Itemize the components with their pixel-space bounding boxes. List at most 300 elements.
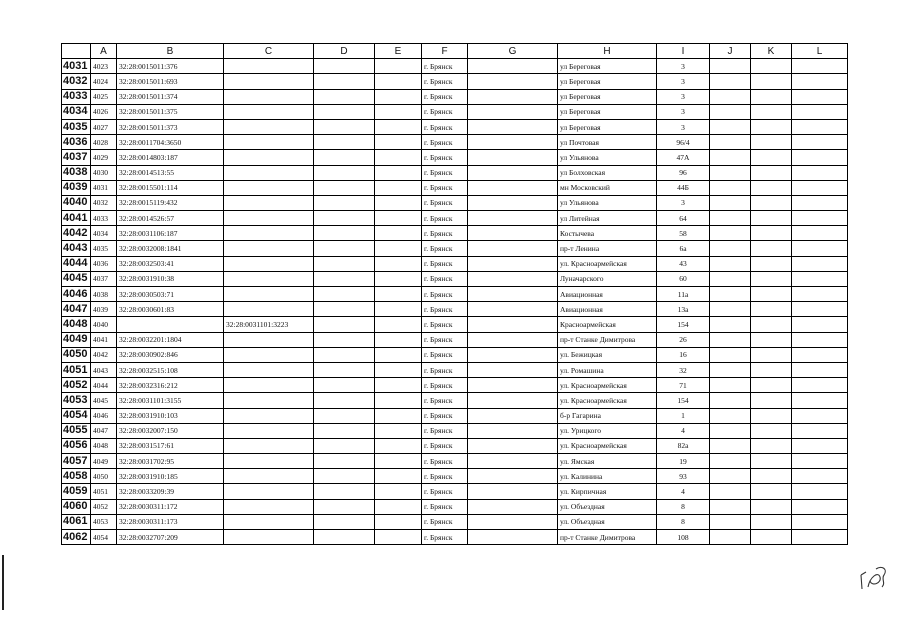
cell-e[interactable]	[375, 530, 422, 545]
cell-c-cadastral-number[interactable]	[224, 438, 314, 453]
cell-c-cadastral-number[interactable]	[224, 514, 314, 529]
cell-j[interactable]	[710, 150, 751, 165]
cell-l[interactable]	[792, 393, 848, 408]
cell-l[interactable]	[792, 59, 848, 74]
cell-j[interactable]	[710, 104, 751, 119]
corner-header[interactable]	[62, 44, 91, 59]
cell-c-cadastral-number[interactable]	[224, 135, 314, 150]
column-header-j[interactable]: J	[710, 44, 751, 59]
cell-e[interactable]	[375, 302, 422, 317]
cell-k[interactable]	[751, 317, 792, 332]
cell-f-city[interactable]: г. Брянск	[422, 332, 468, 347]
cell-j[interactable]	[710, 469, 751, 484]
cell-c-cadastral-number[interactable]	[224, 423, 314, 438]
cell-g[interactable]	[468, 135, 558, 150]
cell-k[interactable]	[751, 89, 792, 104]
cell-l[interactable]	[792, 180, 848, 195]
cell-h-street[interactable]: мн Московский	[558, 180, 657, 195]
cell-b-cadastral-number[interactable]: 32:28:0032008:1841	[117, 241, 224, 256]
cell-b-cadastral-number[interactable]: 32:28:0014803:187	[117, 150, 224, 165]
column-header-d[interactable]: D	[314, 44, 375, 59]
cell-b-cadastral-number[interactable]: 32:28:0030902:846	[117, 347, 224, 362]
column-header-f[interactable]: F	[422, 44, 468, 59]
cell-b-cadastral-number[interactable]: 32:28:0015119:432	[117, 195, 224, 210]
cell-g[interactable]	[468, 438, 558, 453]
cell-l[interactable]	[792, 165, 848, 180]
cell-k[interactable]	[751, 104, 792, 119]
cell-l[interactable]	[792, 256, 848, 271]
cell-d[interactable]	[314, 438, 375, 453]
cell-c-cadastral-number[interactable]	[224, 165, 314, 180]
cell-j[interactable]	[710, 408, 751, 423]
cell-j[interactable]	[710, 119, 751, 134]
cell-i-house-number[interactable]: 47А	[657, 150, 710, 165]
cell-e[interactable]	[375, 256, 422, 271]
cell-h-street[interactable]: ул. Красноармейская	[558, 378, 657, 393]
column-header-h[interactable]: H	[558, 44, 657, 59]
cell-f-city[interactable]: г. Брянск	[422, 165, 468, 180]
cell-b-cadastral-number[interactable]: 32:28:0031910:185	[117, 469, 224, 484]
cell-d[interactable]	[314, 332, 375, 347]
cell-c-cadastral-number[interactable]	[224, 195, 314, 210]
cell-l[interactable]	[792, 484, 848, 499]
cell-h-street[interactable]: Луначарского	[558, 271, 657, 286]
cell-h-street[interactable]: ул Ульянова	[558, 195, 657, 210]
cell-i-house-number[interactable]: 154	[657, 317, 710, 332]
cell-k[interactable]	[751, 119, 792, 134]
cell-f-city[interactable]: г. Брянск	[422, 423, 468, 438]
cell-h-street[interactable]: ул Береговая	[558, 119, 657, 134]
cell-b-cadastral-number[interactable]: 32:28:0015011:375	[117, 104, 224, 119]
cell-j[interactable]	[710, 180, 751, 195]
row-number[interactable]: 4053	[62, 393, 91, 408]
cell-e[interactable]	[375, 119, 422, 134]
cell-d[interactable]	[314, 423, 375, 438]
cell-a[interactable]: 4029	[91, 150, 117, 165]
cell-l[interactable]	[792, 499, 848, 514]
cell-g[interactable]	[468, 393, 558, 408]
cell-d[interactable]	[314, 454, 375, 469]
cell-l[interactable]	[792, 530, 848, 545]
cell-b-cadastral-number[interactable]: 32:28:0011704:3650	[117, 135, 224, 150]
row-number[interactable]: 4042	[62, 226, 91, 241]
cell-k[interactable]	[751, 150, 792, 165]
cell-e[interactable]	[375, 362, 422, 377]
cell-i-house-number[interactable]: 19	[657, 454, 710, 469]
cell-e[interactable]	[375, 454, 422, 469]
cell-e[interactable]	[375, 438, 422, 453]
column-header-c[interactable]: C	[224, 44, 314, 59]
cell-g[interactable]	[468, 454, 558, 469]
row-number[interactable]: 4037	[62, 150, 91, 165]
row-number[interactable]: 4038	[62, 165, 91, 180]
row-number[interactable]: 4055	[62, 423, 91, 438]
cell-e[interactable]	[375, 135, 422, 150]
cell-d[interactable]	[314, 226, 375, 241]
cell-d[interactable]	[314, 347, 375, 362]
cell-c-cadastral-number[interactable]	[224, 226, 314, 241]
cell-h-street[interactable]: ул. Красноармейская	[558, 256, 657, 271]
cell-g[interactable]	[468, 317, 558, 332]
cell-a[interactable]: 4035	[91, 241, 117, 256]
cell-d[interactable]	[314, 271, 375, 286]
cell-d[interactable]	[314, 530, 375, 545]
cell-e[interactable]	[375, 499, 422, 514]
row-number[interactable]: 4051	[62, 362, 91, 377]
cell-e[interactable]	[375, 393, 422, 408]
cell-h-street[interactable]: ул. Красноармейская	[558, 393, 657, 408]
cell-k[interactable]	[751, 423, 792, 438]
cell-i-house-number[interactable]: 3	[657, 119, 710, 134]
row-number[interactable]: 4031	[62, 59, 91, 74]
cell-a[interactable]: 4025	[91, 89, 117, 104]
cell-g[interactable]	[468, 74, 558, 89]
cell-d[interactable]	[314, 59, 375, 74]
cell-k[interactable]	[751, 256, 792, 271]
cell-c-cadastral-number[interactable]	[224, 484, 314, 499]
cell-j[interactable]	[710, 195, 751, 210]
cell-f-city[interactable]: г. Брянск	[422, 135, 468, 150]
row-number[interactable]: 4036	[62, 135, 91, 150]
cell-a[interactable]: 4038	[91, 287, 117, 302]
row-number[interactable]: 4046	[62, 287, 91, 302]
cell-g[interactable]	[468, 211, 558, 226]
cell-g[interactable]	[468, 423, 558, 438]
cell-h-street[interactable]: ул. Урицкого	[558, 423, 657, 438]
cell-h-street[interactable]: Авиационная	[558, 302, 657, 317]
cell-b-cadastral-number[interactable]: 32:28:0030601:83	[117, 302, 224, 317]
cell-a[interactable]: 4053	[91, 514, 117, 529]
cell-e[interactable]	[375, 514, 422, 529]
cell-h-street[interactable]: ул. Ромашина	[558, 362, 657, 377]
cell-d[interactable]	[314, 408, 375, 423]
cell-i-house-number[interactable]: 13а	[657, 302, 710, 317]
row-number[interactable]: 4049	[62, 332, 91, 347]
cell-f-city[interactable]: г. Брянск	[422, 271, 468, 286]
cell-k[interactable]	[751, 287, 792, 302]
cell-f-city[interactable]: г. Брянск	[422, 362, 468, 377]
cell-g[interactable]	[468, 119, 558, 134]
cell-f-city[interactable]: г. Брянск	[422, 302, 468, 317]
cell-g[interactable]	[468, 347, 558, 362]
cell-l[interactable]	[792, 408, 848, 423]
row-number[interactable]: 4035	[62, 119, 91, 134]
cell-f-city[interactable]: г. Брянск	[422, 241, 468, 256]
cell-g[interactable]	[468, 59, 558, 74]
row-number[interactable]: 4061	[62, 514, 91, 529]
row-number[interactable]: 4052	[62, 378, 91, 393]
cell-d[interactable]	[314, 393, 375, 408]
cell-g[interactable]	[468, 332, 558, 347]
cell-d[interactable]	[314, 89, 375, 104]
cell-d[interactable]	[314, 150, 375, 165]
cell-c-cadastral-number[interactable]	[224, 393, 314, 408]
cell-f-city[interactable]: г. Брянск	[422, 287, 468, 302]
cell-k[interactable]	[751, 302, 792, 317]
cell-l[interactable]	[792, 135, 848, 150]
cell-k[interactable]	[751, 195, 792, 210]
cell-c-cadastral-number[interactable]	[224, 150, 314, 165]
cell-l[interactable]	[792, 89, 848, 104]
column-header-k[interactable]: K	[751, 44, 792, 59]
cell-b-cadastral-number[interactable]: 32:28:0014526:57	[117, 211, 224, 226]
cell-g[interactable]	[468, 378, 558, 393]
cell-j[interactable]	[710, 393, 751, 408]
cell-k[interactable]	[751, 165, 792, 180]
cell-k[interactable]	[751, 378, 792, 393]
row-number[interactable]: 4048	[62, 317, 91, 332]
cell-c-cadastral-number[interactable]	[224, 180, 314, 195]
cell-g[interactable]	[468, 469, 558, 484]
cell-d[interactable]	[314, 514, 375, 529]
cell-i-house-number[interactable]: 8	[657, 499, 710, 514]
cell-d[interactable]	[314, 119, 375, 134]
cell-i-house-number[interactable]: 82а	[657, 438, 710, 453]
cell-f-city[interactable]: г. Брянск	[422, 256, 468, 271]
cell-l[interactable]	[792, 378, 848, 393]
cell-i-house-number[interactable]: 1	[657, 408, 710, 423]
cell-j[interactable]	[710, 165, 751, 180]
column-header-i[interactable]: I	[657, 44, 710, 59]
cell-h-street[interactable]: ул Литейная	[558, 211, 657, 226]
cell-a[interactable]: 4054	[91, 530, 117, 545]
cell-d[interactable]	[314, 499, 375, 514]
cell-c-cadastral-number[interactable]	[224, 59, 314, 74]
cell-c-cadastral-number[interactable]	[224, 104, 314, 119]
cell-j[interactable]	[710, 362, 751, 377]
cell-e[interactable]	[375, 408, 422, 423]
cell-i-house-number[interactable]: 64	[657, 211, 710, 226]
cell-d[interactable]	[314, 104, 375, 119]
cell-j[interactable]	[710, 378, 751, 393]
row-number[interactable]: 4058	[62, 469, 91, 484]
cell-b-cadastral-number[interactable]: 32:28:0015501:114	[117, 180, 224, 195]
cell-k[interactable]	[751, 454, 792, 469]
cell-k[interactable]	[751, 438, 792, 453]
cell-l[interactable]	[792, 241, 848, 256]
cell-h-street[interactable]: пр-т Ленина	[558, 241, 657, 256]
cell-f-city[interactable]: г. Брянск	[422, 74, 468, 89]
cell-a[interactable]: 4037	[91, 271, 117, 286]
cell-f-city[interactable]: г. Брянск	[422, 499, 468, 514]
column-header-g[interactable]: G	[468, 44, 558, 59]
cell-h-street[interactable]: ул. Объездная	[558, 499, 657, 514]
cell-k[interactable]	[751, 211, 792, 226]
cell-h-street[interactable]: ул Береговая	[558, 74, 657, 89]
cell-j[interactable]	[710, 423, 751, 438]
cell-i-house-number[interactable]: 6а	[657, 241, 710, 256]
cell-j[interactable]	[710, 135, 751, 150]
cell-f-city[interactable]: г. Брянск	[422, 195, 468, 210]
cell-i-house-number[interactable]: 26	[657, 332, 710, 347]
row-number[interactable]: 4056	[62, 438, 91, 453]
cell-k[interactable]	[751, 499, 792, 514]
row-number[interactable]: 4040	[62, 195, 91, 210]
cell-j[interactable]	[710, 514, 751, 529]
cell-l[interactable]	[792, 104, 848, 119]
cell-k[interactable]	[751, 271, 792, 286]
row-number[interactable]: 4059	[62, 484, 91, 499]
cell-i-house-number[interactable]: 96	[657, 165, 710, 180]
cell-l[interactable]	[792, 226, 848, 241]
cell-g[interactable]	[468, 150, 558, 165]
cell-l[interactable]	[792, 332, 848, 347]
cell-h-street[interactable]: ул Почтовая	[558, 135, 657, 150]
cell-g[interactable]	[468, 530, 558, 545]
cell-f-city[interactable]: г. Брянск	[422, 408, 468, 423]
cell-e[interactable]	[375, 423, 422, 438]
cell-a[interactable]: 4034	[91, 226, 117, 241]
cell-e[interactable]	[375, 104, 422, 119]
cell-k[interactable]	[751, 226, 792, 241]
cell-i-house-number[interactable]: 3	[657, 195, 710, 210]
cell-f-city[interactable]: г. Брянск	[422, 89, 468, 104]
cell-c-cadastral-number[interactable]	[224, 454, 314, 469]
cell-a[interactable]: 4051	[91, 484, 117, 499]
row-number[interactable]: 4062	[62, 530, 91, 545]
cell-k[interactable]	[751, 332, 792, 347]
cell-i-house-number[interactable]: 154	[657, 393, 710, 408]
cell-i-house-number[interactable]: 96/4	[657, 135, 710, 150]
cell-f-city[interactable]: г. Брянск	[422, 484, 468, 499]
row-number[interactable]: 4050	[62, 347, 91, 362]
cell-l[interactable]	[792, 119, 848, 134]
row-number[interactable]: 4033	[62, 89, 91, 104]
cell-f-city[interactable]: г. Брянск	[422, 514, 468, 529]
cell-e[interactable]	[375, 150, 422, 165]
cell-g[interactable]	[468, 302, 558, 317]
cell-j[interactable]	[710, 302, 751, 317]
cell-f-city[interactable]: г. Брянск	[422, 211, 468, 226]
cell-a[interactable]: 4052	[91, 499, 117, 514]
cell-d[interactable]	[314, 211, 375, 226]
cell-b-cadastral-number[interactable]: 32:28:0014513:55	[117, 165, 224, 180]
cell-g[interactable]	[468, 241, 558, 256]
cell-f-city[interactable]: г. Брянск	[422, 393, 468, 408]
cell-g[interactable]	[468, 514, 558, 529]
cell-a[interactable]: 4026	[91, 104, 117, 119]
cell-h-street[interactable]: ул. Объездная	[558, 514, 657, 529]
cell-i-house-number[interactable]: 108	[657, 530, 710, 545]
cell-d[interactable]	[314, 195, 375, 210]
cell-a[interactable]: 4047	[91, 423, 117, 438]
cell-c-cadastral-number[interactable]	[224, 408, 314, 423]
cell-c-cadastral-number[interactable]	[224, 89, 314, 104]
cell-a[interactable]: 4032	[91, 195, 117, 210]
cell-j[interactable]	[710, 332, 751, 347]
cell-l[interactable]	[792, 362, 848, 377]
cell-b-cadastral-number[interactable]: 32:28:0031910:38	[117, 271, 224, 286]
cell-l[interactable]	[792, 347, 848, 362]
cell-g[interactable]	[468, 180, 558, 195]
cell-e[interactable]	[375, 226, 422, 241]
cell-l[interactable]	[792, 423, 848, 438]
column-header-b[interactable]: B	[117, 44, 224, 59]
cell-b-cadastral-number[interactable]: 32:28:0031517:61	[117, 438, 224, 453]
cell-l[interactable]	[792, 271, 848, 286]
cell-d[interactable]	[314, 135, 375, 150]
cell-b-cadastral-number[interactable]: 32:28:0031910:103	[117, 408, 224, 423]
cell-f-city[interactable]: г. Брянск	[422, 104, 468, 119]
row-number[interactable]: 4039	[62, 180, 91, 195]
cell-j[interactable]	[710, 530, 751, 545]
cell-a[interactable]: 4030	[91, 165, 117, 180]
row-number[interactable]: 4034	[62, 104, 91, 119]
cell-h-street[interactable]: ул. Ямская	[558, 454, 657, 469]
cell-a[interactable]: 4039	[91, 302, 117, 317]
cell-d[interactable]	[314, 484, 375, 499]
cell-h-street[interactable]: ул Береговая	[558, 89, 657, 104]
cell-g[interactable]	[468, 362, 558, 377]
cell-b-cadastral-number[interactable]: 32:28:0031702:95	[117, 454, 224, 469]
cell-g[interactable]	[468, 89, 558, 104]
cell-j[interactable]	[710, 271, 751, 286]
cell-a[interactable]: 4033	[91, 211, 117, 226]
cell-b-cadastral-number[interactable]: 32:28:0032201:1804	[117, 332, 224, 347]
cell-j[interactable]	[710, 241, 751, 256]
cell-e[interactable]	[375, 211, 422, 226]
cell-l[interactable]	[792, 195, 848, 210]
row-number[interactable]: 4054	[62, 408, 91, 423]
cell-e[interactable]	[375, 59, 422, 74]
cell-h-street[interactable]: Авиационная	[558, 287, 657, 302]
cell-h-street[interactable]: ул. Бежицкая	[558, 347, 657, 362]
cell-i-house-number[interactable]: 3	[657, 104, 710, 119]
cell-f-city[interactable]: г. Брянск	[422, 119, 468, 134]
cell-c-cadastral-number[interactable]: 32:28:0031101:3223	[224, 317, 314, 332]
cell-e[interactable]	[375, 484, 422, 499]
cell-c-cadastral-number[interactable]	[224, 347, 314, 362]
cell-k[interactable]	[751, 59, 792, 74]
cell-h-street[interactable]: ул. Калинина	[558, 469, 657, 484]
cell-g[interactable]	[468, 104, 558, 119]
cell-h-street[interactable]: ул. Кирпичная	[558, 484, 657, 499]
cell-f-city[interactable]: г. Брянск	[422, 454, 468, 469]
cell-a[interactable]: 4028	[91, 135, 117, 150]
row-number[interactable]: 4043	[62, 241, 91, 256]
row-number[interactable]: 4041	[62, 211, 91, 226]
cell-b-cadastral-number[interactable]: 32:28:0015011:374	[117, 89, 224, 104]
cell-f-city[interactable]: г. Брянск	[422, 317, 468, 332]
cell-g[interactable]	[468, 408, 558, 423]
cell-e[interactable]	[375, 469, 422, 484]
cell-f-city[interactable]: г. Брянск	[422, 469, 468, 484]
cell-b-cadastral-number[interactable]	[117, 317, 224, 332]
cell-i-house-number[interactable]: 58	[657, 226, 710, 241]
cell-k[interactable]	[751, 530, 792, 545]
cell-a[interactable]: 4042	[91, 347, 117, 362]
cell-d[interactable]	[314, 378, 375, 393]
cell-b-cadastral-number[interactable]: 32:28:0030311:172	[117, 499, 224, 514]
cell-h-street[interactable]: Костычева	[558, 226, 657, 241]
row-number[interactable]: 4032	[62, 74, 91, 89]
cell-c-cadastral-number[interactable]	[224, 378, 314, 393]
cell-c-cadastral-number[interactable]	[224, 332, 314, 347]
cell-l[interactable]	[792, 302, 848, 317]
cell-l[interactable]	[792, 211, 848, 226]
cell-k[interactable]	[751, 362, 792, 377]
cell-j[interactable]	[710, 347, 751, 362]
cell-f-city[interactable]: г. Брянск	[422, 530, 468, 545]
cell-k[interactable]	[751, 74, 792, 89]
cell-c-cadastral-number[interactable]	[224, 241, 314, 256]
cell-d[interactable]	[314, 469, 375, 484]
cell-l[interactable]	[792, 287, 848, 302]
cell-a[interactable]: 4024	[91, 74, 117, 89]
cell-c-cadastral-number[interactable]	[224, 530, 314, 545]
cell-g[interactable]	[468, 287, 558, 302]
cell-b-cadastral-number[interactable]: 32:28:0032515:108	[117, 362, 224, 377]
